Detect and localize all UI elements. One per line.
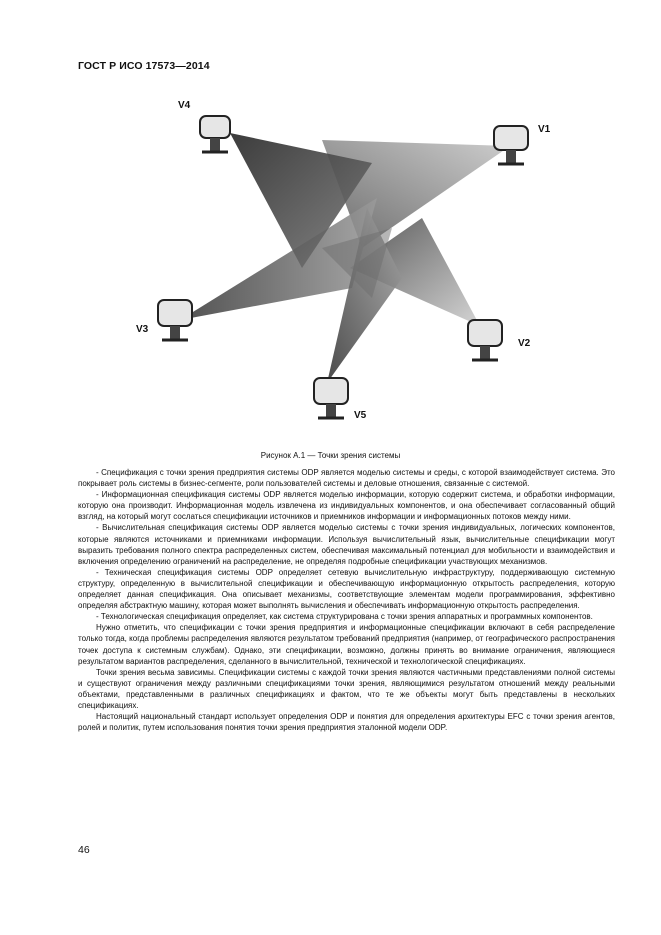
spotlight-v4: [200, 116, 230, 152]
figure-caption: Рисунок А.1 — Точки зрения системы: [260, 451, 401, 460]
paragraph-enterprise: - Спецификация с точки зрения предприятия системы ODP является моделью системы и среды, с которой взаимодействует система. Это покрывает роль системы в бизнес-сегменте, роли пользователей системы и деловые отношения, связанные с системой.: [78, 468, 615, 489]
document-header: ГОСТ Р ИСО 17573—2014: [78, 60, 210, 72]
body-text: [78, 467, 615, 733]
paragraph-information: - Информационная спецификация системы ODP является моделью информации, которую содержит система, и обработки информации, которую она производит. Информационная модель извлечена из индивидуальных компонентов, и она обеспечивает согласованный общий взгляд, на который могут сослаться спецификации источников и приемников информации и информационных потоков между ними.: [78, 490, 615, 522]
label-v1: V1: [538, 124, 551, 135]
page-number: 46: [78, 844, 90, 856]
viewpoints-figure: [122, 88, 552, 438]
label-v2: V2: [518, 338, 531, 349]
spotlight-v5: [314, 378, 348, 418]
paragraph-computational: - Вычислительная спецификация системы ODP является моделью системы с точки зрения индивидуальных, логических компонентов, которые являются источниками и приемниками информации. Используя вычислительный язык, вычислительные спецификации могут выразить требования полного спектра распределенных систем, обеспечивая максимальный потенциал для мобильности и взаимодействия и включения определению ограничений на распределение, не определяя подробные спецификации участвующих механизмов.: [78, 523, 615, 566]
paragraph-distribution-note: Нужно отметить, что спецификации с точки зрения предприятия и информационные спецификации включают в себя распределение только тогда, когда проблемы распределения являются результатом требований предприятия (например, от географического распространения точек доступа к системным службам). Однако, эти спецификации, возможно, должны принять во внимание ограничения, являющиеся результатом вариантов распределения, сделанного в вычислительной, технической и технологической спецификациях.: [78, 623, 615, 666]
paragraph-engineering: - Техническая спецификация системы ODP определяет сетевую вычислительную инфраструктуру, поддерживающую системную структуру, определенную в вычислительной спецификации и обеспечивающую информационную открытость распределения, которую определяет данная спецификация. Она описывает механизмы, соответствующие элементам модели программирования, эффективно определяя абстрактную машину, которая может выполнять вычисления и обеспечивать информационную открытость распределения.: [78, 567, 615, 611]
viewpoints-diagram: [122, 88, 552, 438]
paragraph-standard-usage: Настоящий национальный стандарт использует определения ODP и понятия для определения архитектуры EFC с точки зрения агентов, ролей и политик, путем использования понятия точки зрения предприятия эталонной модели ODP.: [78, 712, 615, 733]
spotlight-v3: [158, 300, 192, 340]
label-v4: V4: [178, 100, 191, 111]
label-v5: V5: [354, 410, 367, 421]
spotlight-v1: [494, 126, 528, 164]
paragraph-dependency: Точки зрения весьма зависимы. Спецификации системы с каждой точки зрения являются частичными представлениями полной системы и существуют ограничения между различными спецификациями точки зрения, являющимися результатом отношений между реальными объектами, представленными в различных спецификациях и фактом, что те же объекты могут быть представлены в нескольких спецификациях.: [78, 667, 615, 710]
label-v3: V3: [136, 324, 149, 335]
paragraph-technology: - Технологическая спецификация определяет, как система структурирована с точки зрения аппаратных и программных компонентов.: [96, 612, 593, 622]
spotlight-v2: [468, 320, 502, 360]
